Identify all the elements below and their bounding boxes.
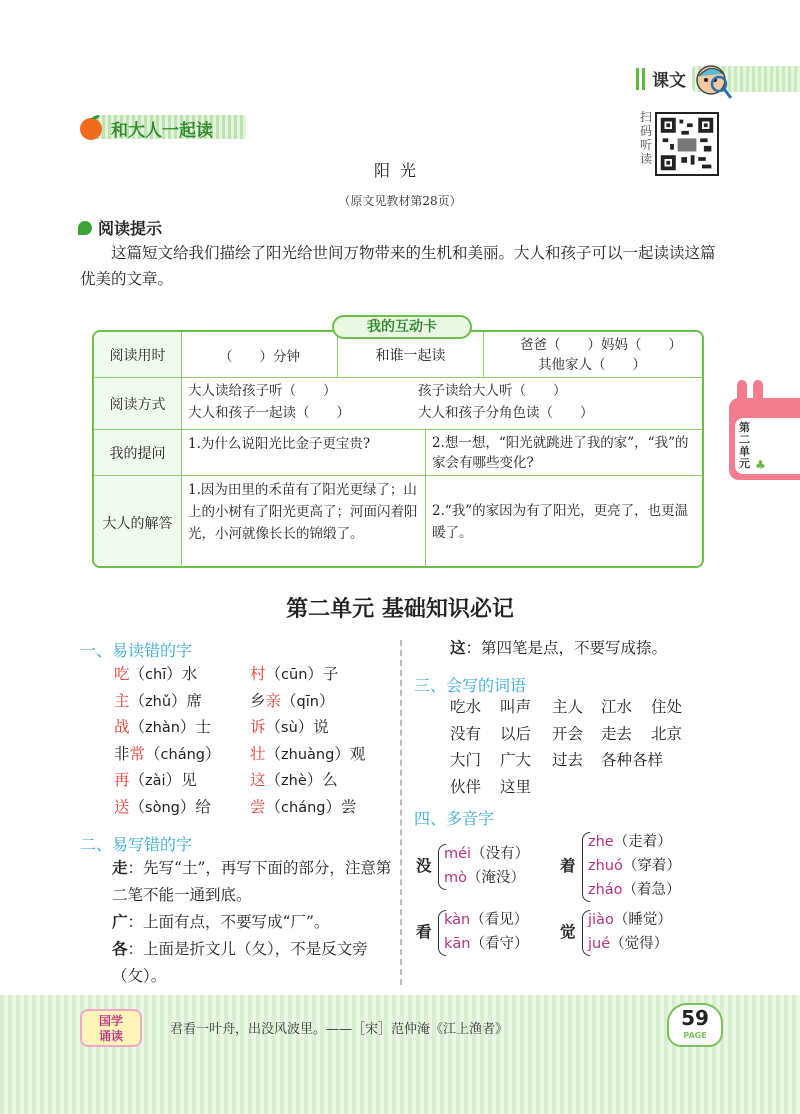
clover-icon: ♣ [755,458,766,472]
paren: （ [265,797,282,816]
question-2: 2.想一想，“阳光就跳进了我的家”，“我”的家会有哪些变化? [426,430,704,476]
orange-icon [78,113,104,141]
method-label: 阅读方式 [94,378,182,430]
paren: （ [129,771,146,789]
polyphone-pinyin: kàn [444,912,471,928]
polyphone-char: 着 [560,856,576,875]
paren: （ [265,665,282,683]
word-item: 广大 [500,751,532,769]
miswrite-item-2: 广：上面有点，不要写成“厂”。 [112,912,330,931]
polyphone-pinyin: kān [444,936,471,952]
reading-time-label: 阅读用时 [94,332,182,378]
badge-bars [636,68,646,90]
misread-suffix: 士 [195,718,211,736]
polyphone-word: （没有） [471,846,530,862]
paren: ） [179,797,196,816]
miswrite-item-3: 各：上面是折文儿（夂），不是反文旁（攵）。 [112,939,368,985]
polyphone-word: （看见） [470,912,529,928]
word-item: 这里 [500,777,532,796]
miswrite-item-4: 这：第四笔是点，不要写成捺。 [450,638,668,657]
misread-item [250,662,338,684]
column-divider [400,640,402,985]
word-item: 伙伴 [450,777,482,796]
paren: （ [265,718,282,736]
misread-item [250,768,338,790]
misread-suffix: 子 [322,665,339,683]
misread-char: 亲 [265,691,282,710]
paren: ） [334,744,350,763]
word-item: 主人 [552,698,584,716]
with-whom-line-2: 其他家人（ ） [538,357,646,373]
polyphone-heading: 四、多音字 [414,809,495,828]
with-whom-label: 和谁一起读 [338,332,484,378]
misread-char: 村 [250,665,266,683]
polyphone-word: （看守） [470,936,529,952]
misread-char: 尝 [250,797,266,816]
misread-char: 壮 [250,744,266,763]
misread-pinyin: cūn [281,667,308,683]
reading-time-value[interactable]: （ ）分钟 [182,332,338,378]
method-option-4[interactable]: 大人和孩子分角色读（ ） [418,405,594,421]
misread-suffix: 么 [322,771,338,789]
misread-suffix: 说 [313,718,329,736]
miswrite-char: 各 [112,939,128,958]
misread-char: 主 [114,691,130,710]
polyphone-reading [588,932,668,953]
paren: （ [129,665,146,683]
misread-pinyin: qīn [296,693,319,710]
page-number-badge [667,1003,723,1047]
paren: ） [318,691,335,710]
misread-suffix: 水 [181,665,198,683]
misread-item [114,689,202,711]
polyphone-reading [444,908,528,929]
polyphone-word: （穿着） [622,858,681,874]
recitation-logo [80,1009,142,1047]
polyphone-reading [588,908,672,929]
word-item: 江水 [601,698,633,716]
polyphone-word: （觉得） [610,936,669,952]
word-item: 吃水 [450,698,482,716]
misread-char: 再 [114,771,130,789]
misread-suffix: 给 [195,797,211,816]
polyphone-pinyin: mò [444,870,467,886]
leaf-icon [78,221,92,235]
answer-1: 1.因为田里的禾苗有了阳光更绿了；山上的小树有了阳光更高了；河面闪着阳光，小河就像长长的锦缎了。 [182,476,426,568]
article-title: 阳光 [373,161,426,180]
word-item: 开会 [552,724,584,743]
misread-item [114,768,197,790]
method-option-1[interactable]: 大人读给孩子听（ ） [188,383,337,399]
polyphone-word: （走着） [613,834,672,850]
polyphone-pinyin: jué [588,936,611,952]
miswrite-heading: 二、易写错的字 [80,835,193,854]
paren: ） [171,691,187,710]
paren: （ [145,744,161,763]
misread-char: 诉 [250,718,266,736]
misread-suffix: 席 [186,691,203,710]
article-source: （原文见教材第28页） [338,194,462,208]
unit-tab-label: 第二单元 [739,421,750,470]
misread-pinyin: sòng [145,799,180,816]
paren: （ [281,691,297,710]
word-item: 过去 [552,751,584,769]
misread-char: 战 [114,718,130,736]
word-item: 大门 [450,751,482,769]
paren: ） [297,718,314,736]
method-option-2[interactable]: 孩子读给大人听（ ） [418,383,567,399]
method-option-3[interactable]: 大人和孩子一起读（ ） [188,405,350,421]
question-1: 1.为什么说阳光比金子更宝贵? [182,430,426,476]
page-word: PAGE [683,1031,707,1040]
paren: ） [205,744,221,763]
word-item: 以后 [500,724,532,743]
misread-pinyin: zài [145,773,166,789]
polyphone-char: 觉 [560,922,576,941]
miswrite-text: 先写“土”，再写下面的部分，注意第二笔不能一通到底。 [112,859,392,904]
with-whom-options[interactable] [484,332,704,378]
method-options[interactable] [182,378,704,430]
page-number: 59 [681,1006,709,1030]
paren: ） [307,665,323,683]
misread-item [114,742,221,764]
misread-item [250,795,357,817]
miswrite-text: 上面是折文儿（夂），不是反文旁（攵）。 [112,940,368,985]
misread-pinyin: zhǔ [145,693,172,710]
misread-pinyin: cháng [160,746,205,763]
tips-heading-text: 阅读提示 [98,219,163,238]
with-whom-line-1: 爸爸（ ）妈妈（ ） [520,337,682,353]
misread-item [250,742,365,764]
polyphone-pinyin: zhe [588,834,614,850]
paren: （ [129,718,146,736]
word-item: 叫声 [500,698,532,716]
misread-prefix: 乡 [250,691,266,710]
polyphone-reading [588,878,681,899]
words-heading: 三、会写的词语 [414,676,527,695]
polyphone-word: （着急） [622,882,681,898]
logo-line-2: 诵读 [98,1029,123,1043]
paren: （ [129,797,146,816]
misread-item [250,715,329,737]
tips-body: 这篇短文给我们描绘了阳光给世间万物带来的生机和美丽。大人和孩子可以一起读读这篇优美的文章。 [80,244,716,288]
tips-heading [78,216,162,239]
question-label: 我的提问 [94,430,182,476]
miswrite-char: 这 [450,638,466,657]
miswrite-text: 第四笔是点，不要写成捺。 [481,639,668,657]
section-label: 课文 [652,71,686,91]
polyphone-reading [444,866,525,887]
footer-quote: 君看一叶舟，出没风波里。——［宋］范仲淹《江上渔者》 [170,1022,509,1037]
misread-char: 常 [129,744,146,763]
interactive-card [92,330,704,568]
polyphone-char: 看 [416,922,432,941]
misread-heading: 一、易读错的字 [80,641,193,660]
polyphone-pinyin: zhuó [588,858,623,874]
misread-char: 送 [114,797,130,816]
miswrite-item-1: 走：先写“土”，再写下面的部分，注意第二笔不能一通到底。 [112,858,392,904]
paren: ） [166,665,182,683]
misread-item [250,689,335,711]
polyphone-char: 没 [416,856,432,875]
misread-char: 这 [250,771,266,789]
polyphone-pinyin: méi [444,846,472,862]
polyphone-reading [444,842,529,863]
section-heading [78,113,250,141]
polyphone-pinyin: zháo [588,882,623,898]
misread-pinyin: chī [145,667,167,683]
paren: （ [265,771,282,789]
misread-pinyin: zhuàng [281,746,335,763]
qr-label: 扫码听读 [640,110,653,166]
unit-title: 第二单元 基础知识必记 [286,597,514,622]
misread-prefix: 非 [114,744,130,763]
misread-char: 吃 [114,665,130,683]
paren: ） [325,797,341,816]
paren: （ [129,691,146,710]
polyphone-reading [444,932,528,953]
word-item: 住处 [651,698,683,716]
polyphone-reading [588,854,681,875]
word-item: 北京 [651,724,683,743]
misread-item [114,795,211,817]
misread-suffix: 见 [181,771,197,789]
misread-pinyin: zhàn [145,720,180,736]
mascot-icon [693,62,733,102]
polyphone-reading [588,830,672,851]
misread-item [114,662,197,684]
paren: ） [306,771,323,789]
misread-suffix: 观 [349,744,366,763]
misread-item [114,715,211,737]
word-item: 没有 [450,724,482,743]
miswrite-char: 走 [112,858,128,877]
misread-pinyin: sù [281,720,298,736]
miswrite-char: 广 [112,912,128,931]
polyphone-pinyin: jiào [588,912,614,928]
answer-2: 2.“我”的家因为有了阳光，更亮了，也更温暖了。 [432,503,689,541]
section-title: 和大人一起读 [111,121,213,141]
logo-line-1: 国学 [98,1014,123,1028]
misread-pinyin: cháng [281,799,326,816]
unit-side-tab[interactable] [729,380,800,480]
miswrite-text: 上面有点，不要写成“厂”。 [143,913,330,931]
misread-pinyin: zhè [281,773,307,789]
misread-suffix: 尝 [341,797,357,816]
word-item: 各种各样 [601,751,664,769]
paren: （ [265,744,282,763]
paren: ） [179,718,196,736]
polyphone-word: （睡觉） [613,912,672,928]
polyphone-word: （淹没） [467,870,525,886]
answer-label: 大人的解答 [94,476,182,568]
card-title: 我的互动卡 [332,315,472,339]
word-item: 走去 [601,724,633,743]
paren: ） [165,771,182,789]
